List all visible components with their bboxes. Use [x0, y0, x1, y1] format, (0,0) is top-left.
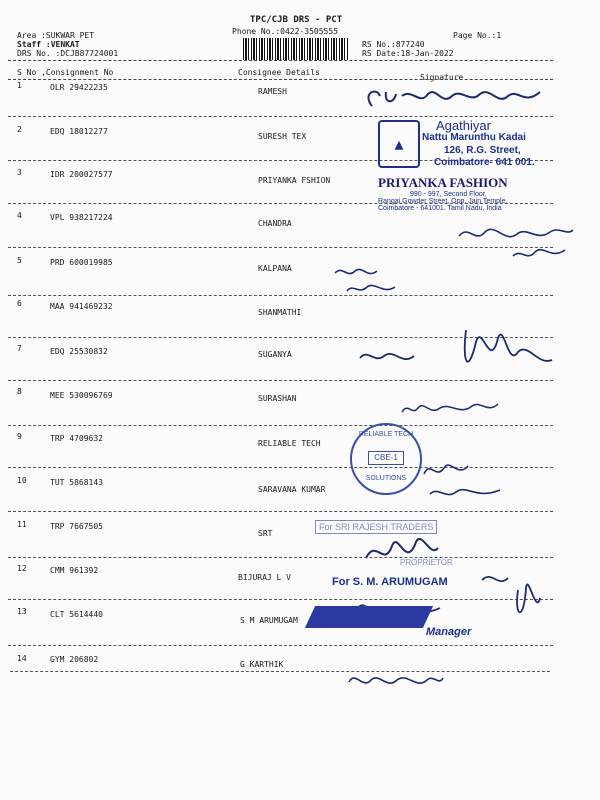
stamp-line: CBE-1: [368, 451, 404, 465]
row-consignee: G KARTHIK: [240, 660, 284, 669]
stamp-line: Rangai Gowder Street, Opp. Jain Temple,: [378, 198, 508, 205]
stamp-line: Coimbatore - 641001. Tamil Nadu, India: [378, 205, 502, 212]
row-consignment: OLR 29422235: [50, 83, 108, 92]
column-header-sno: S No ,Consignment No: [17, 68, 114, 77]
row-consignee: SURASHAN: [258, 394, 297, 403]
row-sno: 7: [17, 344, 22, 353]
priyanka-fashion-stamp: [378, 175, 548, 212]
handwritten-signature: [345, 668, 445, 696]
rs-number: RS No.:877240: [362, 40, 425, 49]
row-consignment: CMM 961392: [50, 566, 99, 575]
stamp-line: PRIYANKA FASHION: [378, 175, 508, 190]
row-divider: [8, 116, 553, 117]
row-consignee: SUGANYA: [258, 350, 292, 359]
row-consignee: RELIABLE TECH: [258, 439, 321, 448]
column-header-signature: Signature: [420, 73, 464, 82]
row-consignment: GYM 206802: [50, 655, 99, 664]
row-consignee: PRIYANKA FSHION: [258, 176, 331, 185]
row-consignment: IDR 200027577: [50, 170, 113, 179]
row-divider: [8, 511, 553, 512]
handwritten-signature: [420, 456, 510, 502]
stamp-line: PROPRIETOR: [400, 558, 453, 567]
row-consignee: BIJURAJ L V: [238, 573, 291, 582]
row-consignee: SARAVANA KUMAR: [258, 485, 326, 494]
row-consignee: SHANMATHI: [258, 308, 302, 317]
stamp-bar: [305, 606, 433, 628]
handwritten-signature: [455, 222, 575, 264]
rs-date: RS Date:18-Jan-2022: [362, 49, 454, 58]
phone-number: Phone No.:0422-3505555: [232, 27, 338, 36]
stamp-line: RELIABLE TECH: [358, 431, 414, 438]
row-consignment: TRP 7667505: [50, 522, 103, 531]
row-sno: 8: [17, 387, 22, 396]
row-sno: 14: [17, 654, 27, 663]
stamp-line: 990 - 997, Second Floor,: [410, 191, 487, 198]
row-consignment: TUT 5868143: [50, 478, 103, 487]
page-number: Page No.:1: [453, 31, 502, 40]
row-consignment: MEE 530096769: [50, 391, 113, 400]
reliable-tech-seal: [350, 423, 422, 495]
row-divider: [8, 557, 553, 558]
row-sno: 3: [17, 168, 22, 177]
agathiyar-stamp: [378, 118, 558, 170]
staff-field: Staff :VENKAT: [17, 40, 80, 49]
row-consignment: EDQ 18012277: [50, 127, 108, 136]
row-divider: [10, 671, 550, 672]
document-title: TPC/CJB DRS - PCT: [250, 15, 343, 25]
header-divider: [8, 60, 553, 61]
row-consignment: PRD 600019985: [50, 258, 113, 267]
row-consignee: CHANDRA: [258, 219, 292, 228]
column-header-consignee: Consignee Details: [238, 68, 320, 77]
row-consignment: VPL 938217224: [50, 213, 113, 222]
stamp-line: 126, R.G. Street,: [444, 145, 521, 156]
rajesh-traders-stamp: [315, 518, 465, 580]
stamp-line: Coimbatore- 641 001.: [434, 157, 535, 168]
row-divider: [8, 425, 553, 426]
row-consignee: S M ARUMUGAM: [240, 616, 298, 625]
stamp-line: Manager: [426, 626, 472, 638]
row-consignee: KALPANA: [258, 264, 292, 273]
row-sno: 6: [17, 299, 22, 308]
row-consignee: SURESH TEX: [258, 132, 307, 141]
row-consignee: SRT: [258, 529, 273, 538]
drs-number: DRS No. :DCJB87724001: [17, 49, 119, 58]
row-sno: 12: [17, 564, 27, 573]
row-sno: 5: [17, 256, 22, 265]
temple-logo-icon: ▴: [378, 120, 420, 168]
stamp-line: Agathiyar: [436, 118, 491, 133]
row-sno: 13: [17, 607, 27, 616]
column-divider: [8, 79, 553, 80]
row-sno: 9: [17, 432, 22, 441]
row-consignment: EDQ 25530832: [50, 347, 108, 356]
stamp-line: For SRI RAJESH TRADERS: [315, 520, 437, 534]
stamp-line: SOLUTIONS: [365, 475, 407, 482]
row-consignee: RAMESH: [258, 87, 287, 96]
row-divider: [8, 295, 553, 296]
row-sno: 1: [17, 81, 22, 90]
handwritten-signature: [358, 322, 558, 382]
row-sno: 10: [17, 476, 27, 485]
row-consignment: MAA 941469232: [50, 302, 113, 311]
row-sno: 4: [17, 211, 22, 220]
row-sno: 11: [17, 520, 27, 529]
stamp-line: Nattu Marunthu Kadai: [422, 132, 526, 143]
handwritten-signature: [333, 263, 413, 297]
stamp-line: For S. M. ARUMUGAM: [332, 576, 448, 588]
handwritten-signature: [362, 84, 552, 114]
row-consignment: TRP 4709632: [50, 434, 103, 443]
row-sno: 2: [17, 125, 22, 134]
arumugam-stamp: [310, 576, 500, 648]
area-field: Area :SUKWAR PET: [17, 31, 95, 40]
barcode: [243, 38, 348, 60]
handwritten-signature: [400, 396, 500, 420]
row-consignment: CLT 5614440: [50, 610, 103, 619]
